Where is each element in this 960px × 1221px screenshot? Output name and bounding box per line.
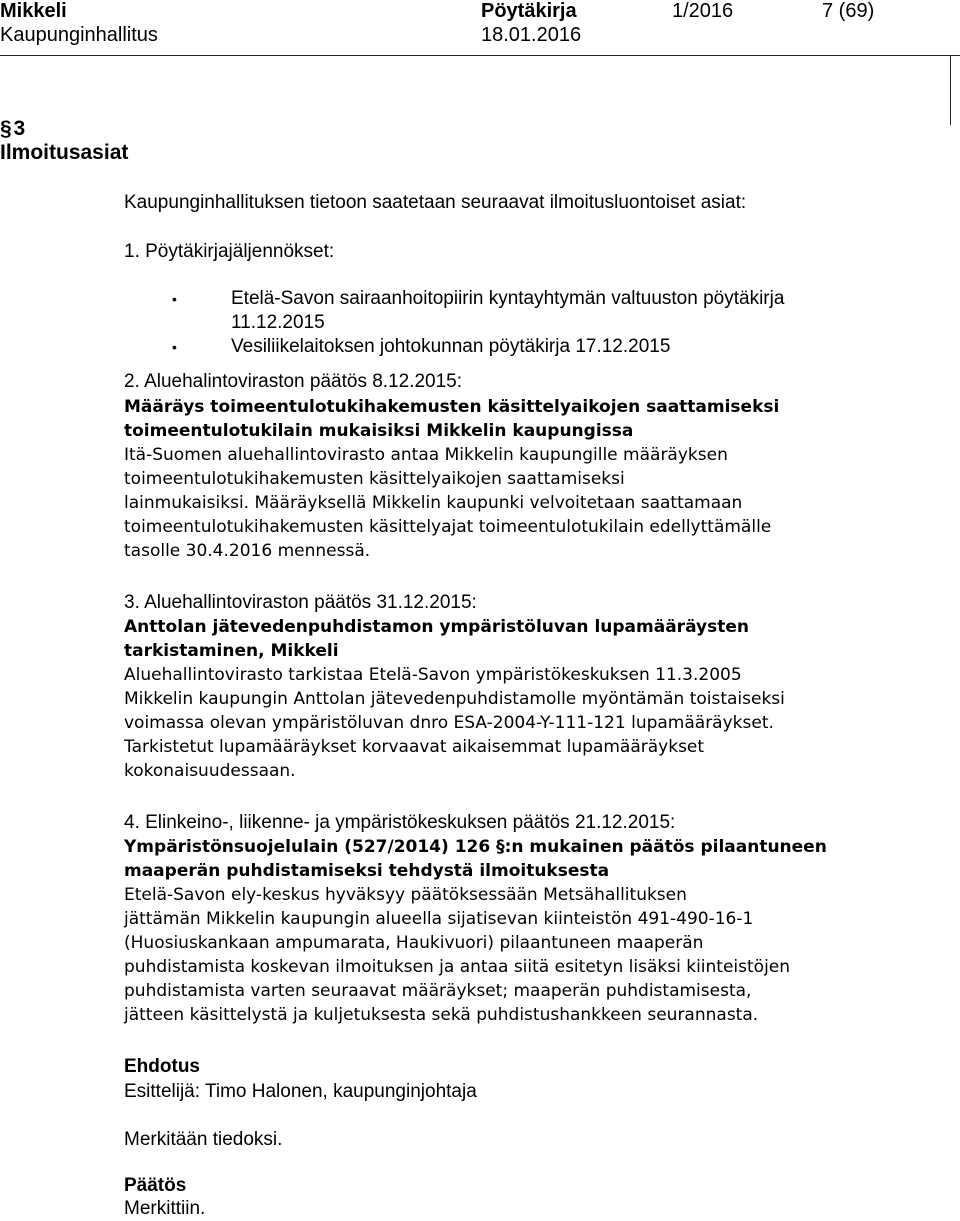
item4-text-line: puhdistamista varten seuraavat määräykset; maaperän puhdistamisesta, [124,981,752,1001]
item1-bullet-1-cont: 11.12.2015 [231,312,325,333]
item2-text-line: Itä-Suomen aluehallintovirasto antaa Mikkelin kaupungille määräyksen [124,445,728,465]
decision-label: Päätös [124,1175,187,1196]
item1-bullet-1: Etelä-Savon sairaanhoitopiirin kyntayhtymän valtuuston pöytäkirja [231,288,785,309]
item3-heading: 3. Aluehallintoviraston päätös 31.12.2015: [124,592,477,613]
item2-title-line: toimeentulotukilain mukaisiksi Mikkelin kaupungissa [124,421,634,441]
item4-text-line: jätteen käsittelystä ja kuljetuksesta sekä puhdistushankkeen seurannasta. [124,1005,759,1025]
meeting-date: 18.01.2016 [481,24,582,46]
item1-bullet-2: Vesiliikelaitoksen johtokunnan pöytäkirja 17.12.2015 [231,336,671,357]
item4-text-line: (Huosiuskankaan ampumarata, Haukivuori) pilaantuneen maaperän [124,933,704,953]
item2-body [124,395,954,563]
item2-text-line: toimeentulotukihakemusten käsittelyajat toimeentulotukilain edellyttämälle [124,517,772,537]
page-number: 7 (69) [822,0,875,22]
section-number [0,116,25,142]
item4-text-line: puhdistamista koskevan ilmoituksen ja antaa siitä esitetyn lisäksi kiinteistöjen [124,957,791,977]
item2-text-line: tasolle 30.4.2016 mennessä. [124,541,371,561]
item2-text-line: lainmukaisiksi. Määräyksellä Mikkelin kaupunki velvoitetaan saattamaan [124,493,743,513]
header-rule [0,55,960,56]
meeting-number: 1/2016 [672,0,734,22]
item4-heading: 4. Elinkeino-, liikenne- ja ympäristökeskuksen päätös 21.12.2015: [124,812,676,833]
governing-body: Kaupunginhallitus [0,24,158,46]
section-title: Ilmoitusasiat [0,141,129,164]
item3-body [124,615,954,783]
decision-text: Merkittiin. [124,1198,206,1219]
margin-bar [950,55,951,125]
proposal-presenter: Esittelijä: Timo Halonen, kaupunginjohtaja [124,1081,477,1102]
item4-text-line: Etelä-Savon ely-keskus hyväksyy päätöksessään Metsähallituksen [124,885,687,905]
item4-title-line: Ympäristönsuojelulain (527/2014) 126 §:n mukainen päätös pilaantuneen [124,837,827,857]
item3-text-line: Aluehallintovirasto tarkistaa Etelä-Savon ympäristökeskuksen 11.3.2005 [124,665,742,685]
section-number-value: 3 [13,117,26,140]
item1-heading: 1. Pöytäkirjajäljennökset: [124,241,335,262]
proposal-label: Ehdotus [124,1056,200,1077]
document-type: Pöytäkirja [481,0,577,22]
intro-text: Kaupunginhallituksen tietoon saatetaan seuraavat ilmoitusluontoiset asiat: [124,192,747,213]
org-name: Mikkeli [0,0,67,22]
section-symbol: § [0,117,12,140]
item3-text-line: kokonaisuudessaan. [124,761,296,781]
item4-title-line: maaperän puhdistamiseksi tehdystä ilmoituksesta [124,861,610,881]
item3-title-line: Anttolan jätevedenpuhdistamon ympäristöluvan lupamääräysten [124,617,749,637]
item2-title-line: Määräys toimeentulotukihakemusten käsittelyaikojen saattamiseksi [124,397,780,417]
document-header [0,0,960,50]
proposal-text: Merkitään tiedoksi. [124,1129,283,1150]
item2-text-line: toimeentulotukihakemusten käsittelyaikojen saattamiseksi [124,469,625,489]
item4-body [124,835,954,1027]
item2-heading: 2. Aluehalintoviraston päätös 8.12.2015: [124,371,463,392]
bullet-marker: • [172,291,177,307]
item3-text-line: Mikkelin kaupungin Anttolan jätevedenpuhdistamolle myöntämän toistaiseksi [124,689,785,709]
item4-text-line: jättämän Mikkelin kaupungin alueella sijatisevan kiinteistön 491-490-16-1 [124,909,754,929]
item3-text-line: voimassa olevan ympäristöluvan dnro ESA-2004-Y-111-121 lupamääräykset. [124,713,774,733]
bullet-marker: • [172,339,177,355]
item3-title-line: tarkistaminen, Mikkeli [124,641,339,661]
item3-text-line: Tarkistetut lupamääräykset korvaavat aikaisemmat lupamääräykset [124,737,705,757]
